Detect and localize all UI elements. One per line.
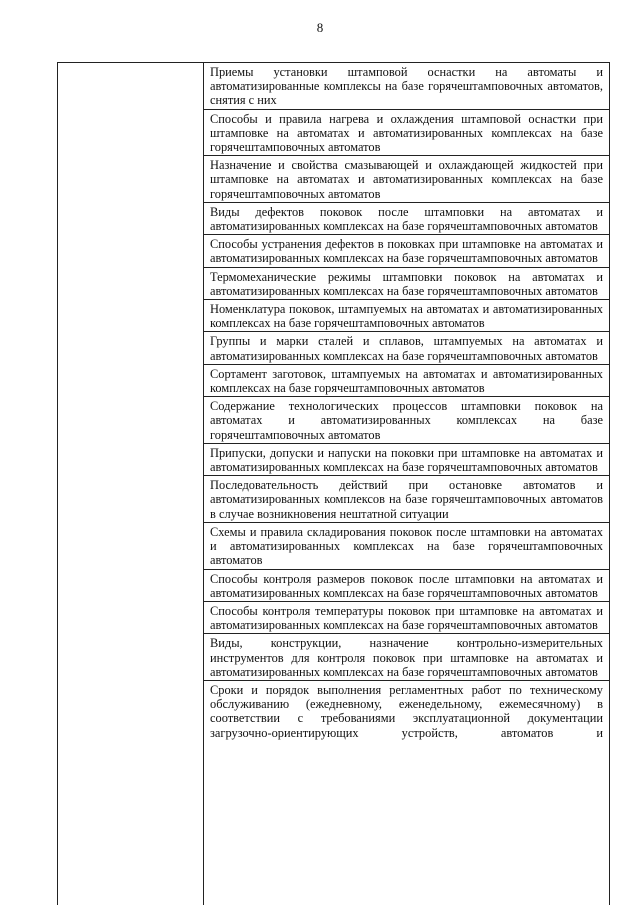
table-row: Сортамент заготовок, штампуемых на автоматах и автоматизированных комплексах на базе горячештамповочных автоматов: [204, 365, 609, 397]
table-row: Способы контроля температуры поковок при штамповке на автоматах и автоматизированных комплексах на базе горячештамповочных автоматов: [204, 602, 609, 634]
table-row: Способы и правила нагрева и охлаждения штамповой оснастки при штамповке на автоматах и автоматизированных комплексах на базе горячештамповочных автоматов: [204, 110, 609, 157]
table-row: Назначение и свойства смазывающей и охлаждающей жидкостей при штамповке на автоматах и автоматизированных комплексах на базе горячештамповочных автоматов: [204, 156, 609, 203]
table-row: Содержание технологических процессов штамповки поковок на автоматах и автоматизированных комплексах на базе горячештамповочных автоматов: [204, 397, 609, 444]
table-row: Виды, конструкции, назначение контрольно-измерительных инструментов для контроля поковок при штамповке на автоматах и автоматизированных комплексах на базе горячештамповочных автоматов: [204, 634, 609, 681]
requirements-table: [57, 62, 610, 905]
table-row: Припуски, допуски и напуски на поковки при штамповке на автоматах и автоматизированных комплексах на базе горячештамповочных автоматов: [204, 444, 609, 476]
table-row: Способы контроля размеров поковок после штамповки на автоматах и автоматизированных комплексах на базе горячештамповочных автоматов: [204, 570, 609, 602]
table-row: Приемы установки штамповой оснастки на автоматы и автоматизированные комплексы на базе горячештамповочных автоматов, снятия с них: [204, 63, 609, 110]
table-row: Номенклатура поковок, штампуемых на автоматах и автоматизированных комплексах на базе горячештамповочных автоматов: [204, 300, 609, 332]
table-right-column: [204, 63, 609, 741]
table-row: Виды дефектов поковок после штамповки на автоматах и автоматизированных комплексах на базе горячештамповочных автоматов: [204, 203, 609, 235]
table-row: Термомеханические режимы штамповки поковок на автоматах и автоматизированных комплексах на базе горячештамповочных автоматов: [204, 268, 609, 300]
table-row: Группы и марки сталей и сплавов, штампуемых на автоматах и автоматизированных комплексах на базе горячештамповочных автоматов: [204, 332, 609, 364]
page-number: 8: [316, 20, 324, 35]
table-row: Схемы и правила складирования поковок после штамповки на автоматах и автоматизированных комплексах на базе горячештамповочных автоматов: [204, 523, 609, 570]
table-left-column: [58, 63, 204, 905]
table-row: Последовательность действий при остановке автоматов и автоматизированных комплексов на базе горячештамповочных автоматов в случае возникновения нештатной ситуации: [204, 476, 609, 523]
table-row: Способы устранения дефектов в поковках при штамповке на автоматах и автоматизированных комплексах на базе горячештамповочных автоматов: [204, 235, 609, 267]
table-row: Сроки и порядок выполнения регламентных работ по техническому обслуживанию (ежедневному, еженедельному, ежемесячному) в соответствии с требованиями эксплуатационной документации загрузочно-ориентирующих устройств, автоматов и: [210, 682, 603, 740]
